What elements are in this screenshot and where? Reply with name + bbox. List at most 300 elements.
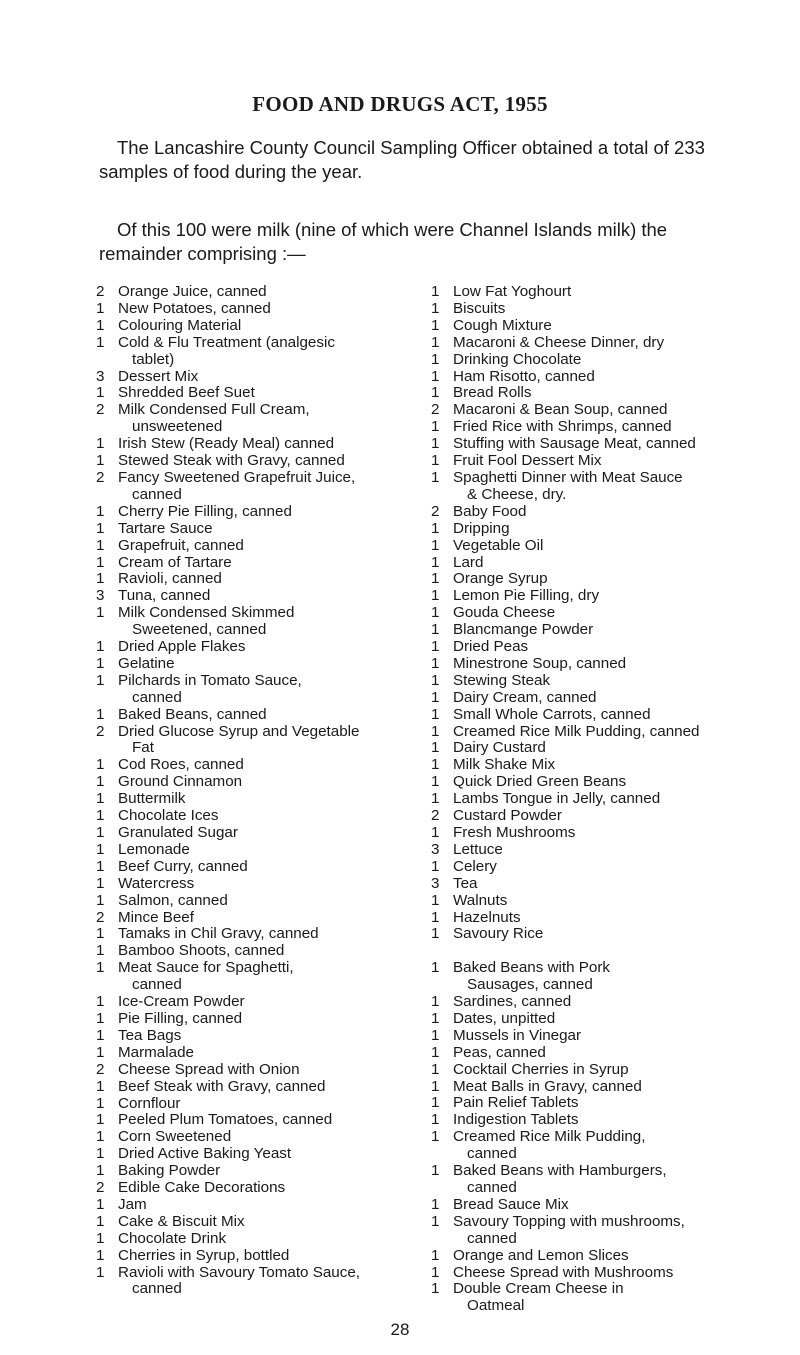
list-item <box>431 538 761 555</box>
sample-name-text: Fancy Sweetened Grapefruit Juice, <box>118 468 356 486</box>
sample-name <box>118 402 414 436</box>
list-item <box>96 1231 414 1248</box>
sample-count: 1 <box>96 824 105 841</box>
sample-name <box>118 1011 414 1028</box>
list-item <box>96 876 414 893</box>
list-item <box>431 926 761 943</box>
list-item <box>431 673 761 690</box>
sample-name <box>118 1112 414 1129</box>
list-item <box>431 402 761 419</box>
list-item <box>431 639 761 656</box>
list-item <box>431 1079 761 1096</box>
sample-count: 1 <box>96 1128 105 1146</box>
list-item <box>431 605 761 622</box>
sample-count: 1 <box>431 1094 440 1112</box>
sample-name <box>453 926 761 943</box>
sample-name-text: Dripping <box>453 519 510 537</box>
list-item <box>431 622 761 639</box>
sample-count: 1 <box>431 722 440 740</box>
sample-name-text: Custard Powder <box>453 807 562 825</box>
sample-count: 1 <box>96 705 105 723</box>
sample-name-text: Peeled Plum Tomatoes, canned <box>118 1111 333 1129</box>
sample-name <box>453 1265 761 1282</box>
list-item <box>96 588 414 605</box>
sample-name-text: Cocktail Cherries in Syrup <box>453 1060 629 1078</box>
list-item <box>96 318 414 335</box>
sample-count: 1 <box>431 621 440 639</box>
sample-name-text: Lambs Tongue in Jelly, canned <box>453 790 661 808</box>
sample-name-text: Dried Peas <box>453 638 529 656</box>
sample-name-continued: tablet) <box>132 350 175 368</box>
sample-name-text: Ham Risotto, canned <box>453 367 595 385</box>
sample-count: 1 <box>96 316 105 334</box>
sample-count: 1 <box>431 384 440 402</box>
list-item <box>96 994 414 1011</box>
sample-name-text: Cake & Biscuit Mix <box>118 1212 245 1230</box>
sample-name-text: Ravioli with Savoury Tomato Sauce, <box>118 1263 360 1281</box>
list-item <box>96 724 414 758</box>
sample-name-text: Tea <box>453 874 478 892</box>
sample-count: 1 <box>431 1009 440 1027</box>
sample-name <box>453 842 761 859</box>
sample-name <box>118 808 414 825</box>
sample-count: 1 <box>96 1162 105 1180</box>
sample-count: 1 <box>431 536 440 554</box>
sample-name <box>118 1028 414 1045</box>
sample-name <box>453 1011 761 1028</box>
list-item <box>431 808 761 825</box>
list-item <box>431 1011 761 1028</box>
sample-name-text: Fruit Fool Dessert Mix <box>453 452 602 470</box>
sample-name <box>453 859 761 876</box>
sample-count: 1 <box>96 638 105 656</box>
list-item <box>96 301 414 318</box>
sample-name-text: Pie Filling, canned <box>118 1009 243 1027</box>
sample-name-text: Vegetable Oil <box>453 536 544 554</box>
sample-name-text: Milk Condensed Full Cream, <box>118 401 310 419</box>
sample-name-text: Buttermilk <box>118 790 186 808</box>
sample-name <box>118 791 414 808</box>
sample-name <box>453 808 761 825</box>
list-item <box>431 571 761 588</box>
sample-name <box>453 284 761 301</box>
sample-count: 2 <box>431 807 440 825</box>
list-item <box>96 1079 414 1096</box>
sample-name-text: Corn Sweetened <box>118 1128 232 1146</box>
sample-name <box>118 994 414 1011</box>
sample-count: 1 <box>431 1111 440 1129</box>
sample-count: 1 <box>431 857 440 875</box>
sample-name <box>453 1062 761 1079</box>
sample-name-continued: canned <box>467 1229 517 1247</box>
sample-name <box>118 960 414 994</box>
sample-name-text: Ice-Cream Powder <box>118 993 245 1011</box>
list-item <box>96 1197 414 1214</box>
sample-name <box>118 876 414 893</box>
sample-name-text: Quick Dried Green Beans <box>453 773 627 791</box>
sample-name <box>118 385 414 402</box>
sample-count: 1 <box>96 1043 105 1061</box>
list-item <box>96 538 414 555</box>
sample-name-text: Cream of Tartare <box>118 553 232 571</box>
sample-count: 1 <box>431 1280 440 1298</box>
sample-name <box>453 1129 761 1163</box>
sample-name-text: Savoury Rice <box>453 925 544 943</box>
list-item <box>431 453 761 470</box>
sample-name-text: Dates, unpitted <box>453 1009 556 1027</box>
sample-name-text: Pain Relief Tablets <box>453 1094 579 1112</box>
list-item <box>431 588 761 605</box>
sample-count: 3 <box>431 840 440 858</box>
list-item <box>431 318 761 335</box>
sample-name <box>453 1112 761 1129</box>
sample-count: 1 <box>96 654 105 672</box>
sample-count: 1 <box>431 350 440 368</box>
sample-name-text: Grapefruit, canned <box>118 536 244 554</box>
sample-count: 1 <box>96 925 105 943</box>
sample-count: 1 <box>431 1043 440 1061</box>
sample-name-text: Macaroni & Bean Soup, canned <box>453 401 668 419</box>
list-item <box>431 960 761 994</box>
sample-name <box>118 656 414 673</box>
sample-count: 1 <box>96 756 105 774</box>
sample-name <box>118 1180 414 1197</box>
sample-name <box>453 385 761 402</box>
sample-count: 1 <box>431 299 440 317</box>
sample-name-text: Cod Roes, canned <box>118 756 244 774</box>
sample-name <box>453 1214 761 1248</box>
list-item <box>96 571 414 588</box>
sample-count: 1 <box>96 1077 105 1095</box>
sample-count: 1 <box>96 502 105 520</box>
list-item <box>431 994 761 1011</box>
sample-count: 2 <box>96 283 105 300</box>
sample-name <box>453 757 761 774</box>
list-item <box>96 1163 414 1180</box>
sample-name <box>118 605 414 639</box>
sample-count: 2 <box>96 908 105 926</box>
sample-name <box>118 707 414 724</box>
sample-count: 3 <box>96 367 105 385</box>
sample-count: 1 <box>431 1060 440 1078</box>
list-item <box>96 436 414 453</box>
sample-name-continued: canned <box>467 1145 517 1163</box>
list-item <box>431 1028 761 1045</box>
sample-count: 1 <box>96 790 105 808</box>
list-item <box>431 1248 761 1265</box>
sample-count: 1 <box>431 1263 440 1281</box>
sample-name-text: Shredded Beef Suet <box>118 384 255 402</box>
list-item <box>431 690 761 707</box>
list-item <box>96 639 414 656</box>
sample-count: 2 <box>96 468 105 486</box>
sample-name-text: Meat Sauce for Spaghetti, <box>118 959 294 977</box>
sample-count: 1 <box>96 857 105 875</box>
sample-name <box>453 774 761 791</box>
sample-name-continued: Sausages, canned <box>467 976 593 994</box>
sample-name-text: Gelatine <box>118 654 175 672</box>
sample-name-text: Marmalade <box>118 1043 194 1061</box>
sample-count: 1 <box>431 1077 440 1095</box>
list-item <box>96 1248 414 1265</box>
sample-name <box>118 369 414 386</box>
sample-name <box>453 352 761 369</box>
list-item <box>431 385 761 402</box>
list-item <box>96 504 414 521</box>
sample-count: 1 <box>96 1094 105 1112</box>
sample-count: 1 <box>431 739 440 757</box>
sample-name-text: Low Fat Yoghourt <box>453 283 572 300</box>
sample-name-continued: canned <box>467 1179 517 1197</box>
sample-count: 1 <box>431 688 440 706</box>
sample-name-text: Bread Rolls <box>453 384 532 402</box>
intro-paragraph-2: Of this 100 were milk (nine of which were Channel Islands milk) the remainder comprising :— <box>99 219 668 264</box>
list-item <box>431 774 761 791</box>
sample-name-text: Baby Food <box>453 502 527 520</box>
sample-name-text: Milk Shake Mix <box>453 756 556 774</box>
sample-name <box>118 1248 414 1265</box>
sample-name <box>118 335 414 369</box>
sample-name <box>118 453 414 470</box>
list-item <box>431 791 761 808</box>
list-item <box>96 808 414 825</box>
list-item <box>431 707 761 724</box>
sample-name <box>453 791 761 808</box>
sample-count: 1 <box>431 908 440 926</box>
sample-name-text: Cheese Spread with Mushrooms <box>453 1263 674 1281</box>
sample-name-text: Mince Beef <box>118 908 194 926</box>
sample-count: 1 <box>431 993 440 1011</box>
sample-name-continued: unsweetened <box>132 418 223 436</box>
list-item <box>96 1214 414 1231</box>
sample-count: 3 <box>96 587 105 605</box>
sample-name-text: Mussels in Vinegar <box>453 1026 582 1044</box>
sample-count: 1 <box>431 1212 440 1230</box>
sample-name <box>118 470 414 504</box>
list-item <box>431 301 761 318</box>
list-item <box>96 1096 414 1113</box>
sample-count: 1 <box>96 604 105 622</box>
sample-name-text: Baked Beans with Hamburgers, <box>453 1162 667 1180</box>
sample-count: 1 <box>431 773 440 791</box>
sample-name <box>118 318 414 335</box>
list-item <box>96 910 414 927</box>
sample-count: 1 <box>431 604 440 622</box>
list-item <box>431 369 761 386</box>
sample-name <box>118 943 414 960</box>
sample-name-text: Small Whole Carrots, canned <box>453 705 651 723</box>
sample-name <box>453 504 761 521</box>
list-item <box>431 740 761 757</box>
list-item <box>431 1214 761 1248</box>
list-item <box>431 436 761 453</box>
sample-name <box>453 876 761 893</box>
sample-name-text: Tuna, canned <box>118 587 211 605</box>
sample-name-text: Chocolate Ices <box>118 807 219 825</box>
sample-count: 1 <box>96 993 105 1011</box>
sample-name-text: Stewing Steak <box>453 671 551 689</box>
sample-name-text: Savoury Topping with mushrooms, <box>453 1212 685 1230</box>
sample-name-text: Bread Sauce Mix <box>453 1195 569 1213</box>
sample-count: 1 <box>96 1195 105 1213</box>
sample-count: 1 <box>96 435 105 453</box>
sample-name <box>453 605 761 622</box>
sample-name-text: Dessert Mix <box>118 367 199 385</box>
list-item <box>96 673 414 707</box>
list-item <box>96 859 414 876</box>
sample-count: 1 <box>431 316 440 334</box>
sample-count: 1 <box>96 891 105 909</box>
sample-count: 1 <box>96 959 105 977</box>
sample-count: 1 <box>96 1212 105 1230</box>
sample-name-continued: canned <box>132 688 182 706</box>
sample-name <box>453 707 761 724</box>
sample-name-text: Creamed Rice Milk Pudding, canned <box>453 722 700 740</box>
sample-count: 1 <box>431 671 440 689</box>
list-item <box>96 1011 414 1028</box>
sample-name-text: Ground Cinnamon <box>118 773 243 791</box>
sample-count: 1 <box>431 435 440 453</box>
sample-name-text: Fried Rice with Shrimps, canned <box>453 418 672 436</box>
list-item <box>96 385 414 402</box>
sample-name-text: Beef Steak with Gravy, canned <box>118 1077 326 1095</box>
sample-name <box>453 622 761 639</box>
sample-count: 1 <box>96 1229 105 1247</box>
list-item <box>431 876 761 893</box>
sample-count: 1 <box>431 654 440 672</box>
sample-name-text: Peas, canned <box>453 1043 546 1061</box>
sample-name <box>453 436 761 453</box>
sample-name <box>453 1163 761 1197</box>
sample-name-text: Edible Cake Decorations <box>118 1179 286 1197</box>
sample-name <box>453 1079 761 1096</box>
list-item <box>96 893 414 910</box>
sample-name-text: Bamboo Shoots, canned <box>118 942 285 960</box>
sample-name-text: Jam <box>118 1195 147 1213</box>
sample-name-continued: canned <box>132 1280 182 1298</box>
sample-name-text: Dried Apple Flakes <box>118 638 246 656</box>
sample-count: 1 <box>431 824 440 841</box>
sample-name-text: Colouring Material <box>118 316 242 334</box>
sample-name-text: Minestrone Soup, canned <box>453 654 627 672</box>
sample-count: 1 <box>431 452 440 470</box>
sample-count: 2 <box>96 1179 105 1197</box>
list-item <box>431 352 761 369</box>
sample-name-text: Orange Juice, canned <box>118 283 267 300</box>
sample-count: 1 <box>96 536 105 554</box>
spacer <box>431 943 761 960</box>
sample-count: 1 <box>431 1195 440 1213</box>
sample-name <box>453 893 761 910</box>
list-item <box>431 910 761 927</box>
sample-name <box>118 639 414 656</box>
sample-count: 1 <box>96 570 105 588</box>
sample-name-text: Orange and Lemon Slices <box>453 1246 629 1264</box>
sample-count: 1 <box>96 1026 105 1044</box>
sample-name <box>453 470 761 504</box>
sample-name <box>118 1265 414 1299</box>
sample-count: 1 <box>431 790 440 808</box>
list-item <box>96 1265 414 1299</box>
sample-count: 2 <box>96 1060 105 1078</box>
sample-name <box>118 504 414 521</box>
sample-name-text: Spaghetti Dinner with Meat Sauce <box>453 468 683 486</box>
sample-name-text: Baking Powder <box>118 1162 221 1180</box>
sample-name-continued: Oatmeal <box>467 1297 525 1315</box>
sample-name-text: Pilchards in Tomato Sauce, <box>118 671 302 689</box>
sample-count: 1 <box>96 1009 105 1027</box>
sample-count: 1 <box>431 1026 440 1044</box>
sample-name <box>453 825 761 842</box>
sample-name <box>453 1248 761 1265</box>
sample-name <box>118 1129 414 1146</box>
list-item <box>96 656 414 673</box>
sample-count: 1 <box>431 705 440 723</box>
sample-count: 1 <box>431 1128 440 1146</box>
list-item <box>96 521 414 538</box>
sample-name-continued: canned <box>132 485 182 503</box>
sample-name <box>453 673 761 690</box>
sample-name <box>453 1045 761 1062</box>
list-item <box>96 453 414 470</box>
list-item <box>96 1146 414 1163</box>
sample-name-text: Celery <box>453 857 497 875</box>
sample-name <box>453 639 761 656</box>
sample-name <box>118 1231 414 1248</box>
sample-count: 1 <box>431 333 440 351</box>
sample-name-text: Cheese Spread with Onion <box>118 1060 300 1078</box>
sample-count: 1 <box>431 570 440 588</box>
list-item <box>431 656 761 673</box>
list-item <box>96 1062 414 1079</box>
sample-name <box>118 859 414 876</box>
sample-name-text: Creamed Rice Milk Pudding, <box>453 1128 646 1146</box>
sample-name <box>118 1062 414 1079</box>
sample-name-text: Baked Beans, canned <box>118 705 267 723</box>
sample-name <box>453 318 761 335</box>
sample-count: 1 <box>96 519 105 537</box>
sample-name <box>118 1045 414 1062</box>
sample-name-text: Dairy Cream, canned <box>453 688 597 706</box>
list-item <box>431 1265 761 1282</box>
sample-name-text: Lard <box>453 553 484 571</box>
sample-name-text: Biscuits <box>453 299 506 317</box>
sample-name-text: Cornflour <box>118 1094 181 1112</box>
sample-name-text: Lemon Pie Filling, dry <box>453 587 600 605</box>
sample-count: 1 <box>96 452 105 470</box>
sample-name <box>453 960 761 994</box>
sample-name-continued: & Cheese, dry. <box>467 485 567 503</box>
list-item <box>431 1045 761 1062</box>
sample-name <box>453 402 761 419</box>
sample-count: 1 <box>96 384 105 402</box>
list-item <box>431 1129 761 1163</box>
sample-name-text: Stuffing with Sausage Meat, canned <box>453 435 696 453</box>
sample-count: 1 <box>96 840 105 858</box>
sample-count: 1 <box>431 519 440 537</box>
sample-name-text: Lettuce <box>453 840 503 858</box>
sample-name <box>453 1197 761 1214</box>
sample-name-text: Hazelnuts <box>453 908 521 926</box>
sample-name <box>118 301 414 318</box>
sample-name-text: Cherry Pie Filling, canned <box>118 502 292 520</box>
sample-count: 1 <box>96 1246 105 1264</box>
sample-name <box>118 825 414 842</box>
list-item <box>96 1028 414 1045</box>
sample-count: 1 <box>96 333 105 351</box>
page-number: 28 <box>390 1320 410 1339</box>
sample-count: 1 <box>431 1246 440 1264</box>
